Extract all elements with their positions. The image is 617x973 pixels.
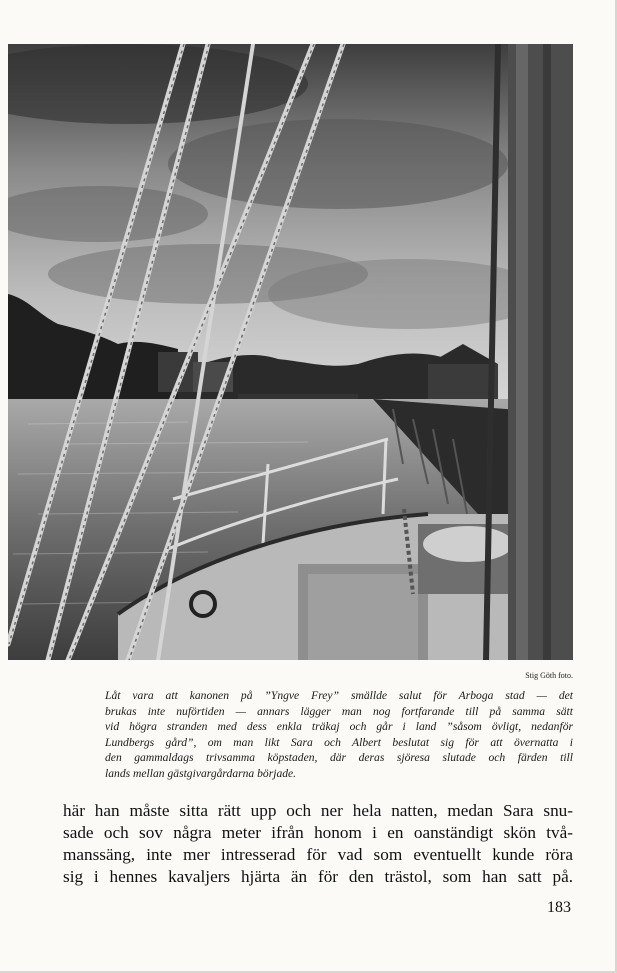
caption-line: lands mellan gästgivargårdarna började. — [105, 766, 297, 780]
harbor-photograph — [8, 44, 573, 660]
caption-line: vid högra stranden med dess enkla träkaj och går i land ”såsom övligt, nedanför — [105, 720, 573, 733]
caption-line: Låt vara att kanonen på ”Yngve Frey” smällde salut för Arboga stad — det — [105, 689, 573, 702]
caption-line: Lundbergs gård”, om man likt Sara och Albert beslutat sig för att övernatta i — [105, 735, 573, 749]
body-line: sade och sov några meter ifrån honom i en oanständigt skön två- — [63, 823, 573, 842]
body-line: sig i hennes kavaljers hjärta än för den trästol, som han satt på. — [63, 867, 573, 886]
body-line: manssäng, inte mer intresserad för vad som eventuellt kunde röra — [63, 845, 573, 864]
photo-credit: Stig Göth foto. — [525, 671, 573, 680]
photo-caption — [105, 688, 573, 781]
caption-line: den gammaldags trivsamma köpstaden, där deras sjöresa slutade och färden till — [105, 751, 573, 764]
body-line: här han måste sitta rätt upp och ner hela natten, medan Sara snu- — [63, 801, 573, 820]
caption-line: brukas inte nuförtiden — annars lägger man nog fortfarande till på samma sätt — [105, 704, 573, 718]
body-paragraph — [63, 800, 573, 888]
page-number: 183 — [547, 899, 571, 916]
